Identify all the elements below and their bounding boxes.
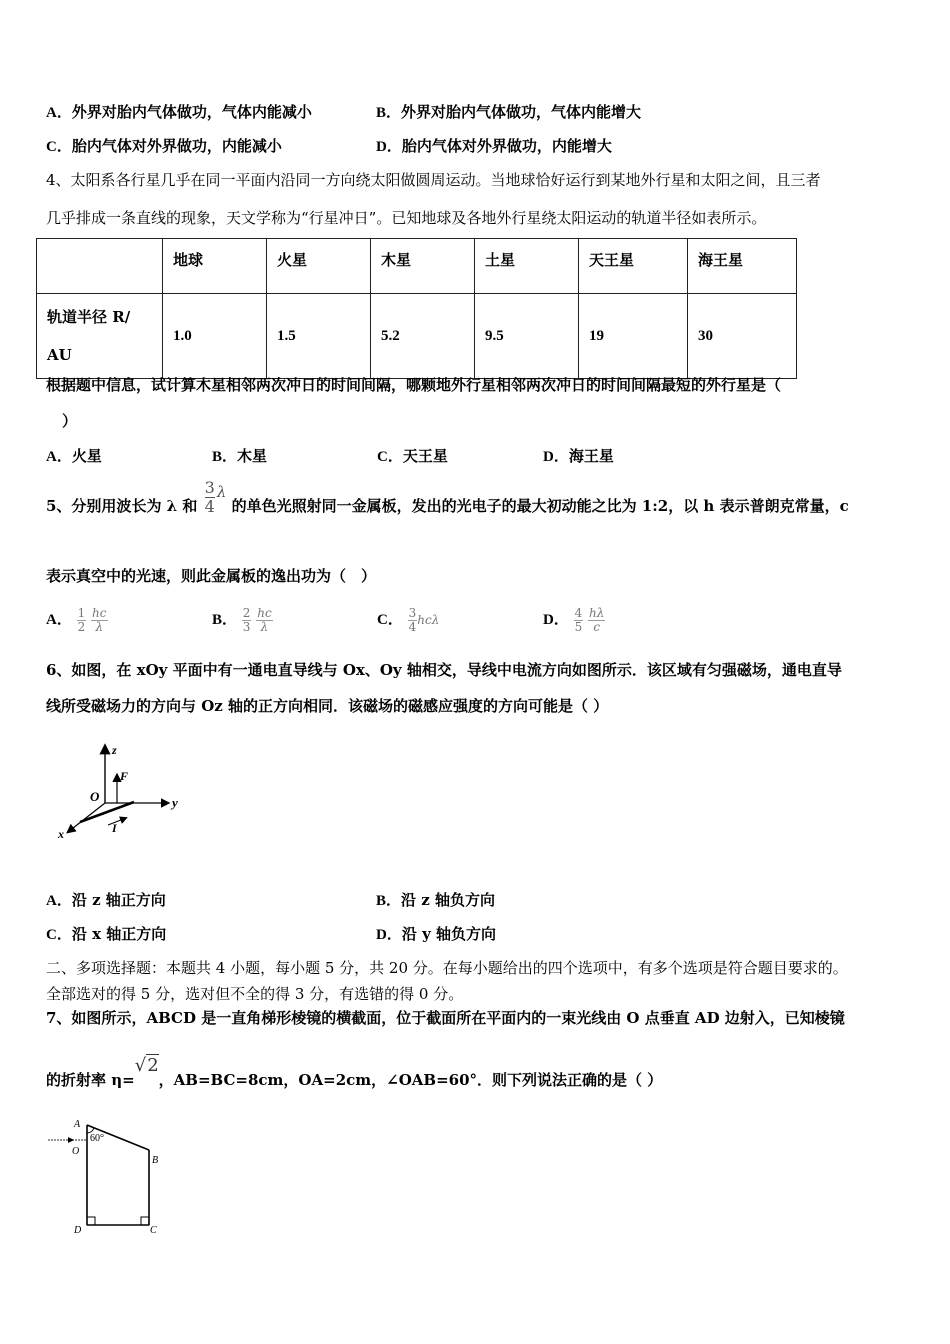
section2-instructions-line2: 全部选对的得 5 分，选对但不全的得 3 分，有选错的得 0 分。 (46, 985, 464, 1003)
option-key: D． (376, 927, 402, 943)
x-label: x (58, 827, 64, 841)
angle-label: 60° (90, 1133, 104, 1144)
q3-option-b (376, 102, 641, 123)
q3-option-d (376, 136, 612, 157)
table-header-row (37, 239, 797, 294)
row-label-line1: 轨道半径 R/ (47, 308, 131, 326)
table-header-cell: 土星 (475, 239, 579, 294)
q4-question-line2: ） (62, 412, 78, 430)
option-key: B． (376, 893, 402, 909)
q5-option-b (212, 604, 273, 635)
q6-option-a (46, 890, 166, 911)
option-key: C． (46, 139, 72, 155)
coef-fraction: $\frac{1}{2}$ (77, 605, 86, 634)
option-key: D． (543, 612, 569, 628)
q5-stem-post: 的单色光照射同一金属板，发出的光电子的最大初动能之比为 1:2，以 h 表示普朗克常量，c (231, 497, 849, 515)
q6-stem-line1: 6、如图，在 xOy 平面中有一通电直导线与 Ox、Oy 轴相交，导线中电流方向如图所示．该区域有匀强磁场，通电直导 (46, 661, 842, 679)
q5-option-d (543, 604, 605, 635)
option-text: 胎内气体对外界做功，内能减小 (71, 137, 282, 155)
expr-fraction: $\frac{h\lambda}{c}$ (589, 605, 605, 634)
q3-option-c (46, 136, 282, 157)
option-key: C． (377, 449, 403, 465)
table-header-cell: 火星 (267, 239, 371, 294)
table-header-cell: 地球 (163, 239, 267, 294)
option-key: A． (46, 893, 72, 909)
q4-stem-line1: 4、太阳系各行星几乎在同一平面内沿同一方向绕太阳做圆周运动。当地球恰好运行到某地外行星和太阳之间，且三者 (46, 171, 821, 189)
y-label: y (172, 795, 178, 810)
point-o-label: O (72, 1146, 80, 1157)
origin-label: O (90, 789, 100, 804)
q5-option-a (46, 604, 108, 635)
table-row-label (37, 294, 163, 379)
option-text: 外界对胎内气体做功，气体内能减小 (71, 103, 312, 121)
option-text: 沿 y 轴负方向 (401, 925, 497, 943)
row-label-line2: AU (47, 346, 72, 364)
expr-fraction: $\frac{hc}{\lambda}$ (257, 605, 272, 634)
table-header-cell: 木星 (371, 239, 475, 294)
q7-stem-line1: 7、如图所示，ABCD 是一直角梯形棱镜的横截面，位于截面所在平面内的一束光线由 O 点垂直 AD 边射入，已知棱镜 (46, 1009, 845, 1027)
option-key: A． (46, 612, 72, 628)
expr: hcλ (417, 613, 440, 627)
option-key: A． (46, 105, 72, 121)
section2-instructions-line1: 二、多项选择题：本题共 4 小题，每小题 5 分，共 20 分。在每小题给出的四个选项中，有多个选项是符合题目要求的。 (46, 959, 848, 977)
trapezoid-prism-figure (44, 1115, 169, 1237)
coef-fraction: $\frac{2}{3}$ (242, 605, 251, 634)
q4-question-line1: 根据题中信息，试计算木星相邻两次冲日的时间间隔，哪颗地外行星相邻两次冲日的时间间隔最短的外行星是（ (46, 376, 782, 394)
q6-option-b (376, 890, 495, 911)
q5-fraction (205, 479, 215, 516)
z-label: z (112, 743, 117, 757)
table-row (37, 294, 797, 379)
vertex-b-label: B (152, 1155, 159, 1166)
coef-fraction: $\frac{3}{4}$ (408, 605, 417, 634)
q3-option-a (46, 102, 312, 123)
table-cell: 19 (579, 294, 688, 379)
q5-stem-line2: 表示真空中的光速，则此金属板的逸出功为（ ） (46, 567, 377, 585)
table-header-cell: 天王星 (579, 239, 688, 294)
q7-stem-post: ，AB=BC=8cm，OA=2cm，∠OAB=60°．则下列说法正确的是（ ） (158, 1071, 663, 1089)
option-key: B． (376, 105, 402, 121)
frac-numerator: 3 (204, 477, 215, 497)
table-cell: 1.5 (267, 294, 371, 379)
q6-option-d (376, 924, 496, 945)
option-text: 火星 (71, 447, 102, 465)
q4-option-a (46, 446, 102, 467)
q4-option-d (543, 446, 614, 467)
table-header-cell (37, 239, 163, 294)
sqrt-expression: √2 (134, 1055, 159, 1076)
q4-option-b (212, 446, 267, 467)
option-text: 外界对胎内气体做功，气体内能增大 (401, 103, 642, 121)
option-text: 木星 (237, 447, 268, 465)
q4-stem-line2: 几乎排成一条直线的现象，天文学称为“行星冲日”。已知地球及各地外行星绕太阳运动的轨道半径如表所示。 (46, 209, 767, 227)
table-header-cell: 海王星 (688, 239, 797, 294)
q7-stem-pre: 的折射率 η= (46, 1071, 135, 1089)
table-cell: 30 (688, 294, 797, 379)
frac-denominator: 4 (204, 496, 215, 516)
coef-fraction: $\frac{4}{5}$ (574, 605, 583, 634)
option-key: B． (212, 612, 238, 628)
option-text: 海王星 (568, 447, 614, 465)
q6-stem-line2: 线所受磁场力的方向与 Oz 轴的正方向相同．该磁场的磁感应强度的方向可能是（ ） (46, 697, 609, 715)
table-cell: 9.5 (475, 294, 579, 379)
q7-stem-line2 (46, 1055, 663, 1098)
q4-option-c (377, 446, 448, 467)
option-text: 天王星 (402, 447, 448, 465)
q5-stem-line1 (46, 477, 849, 528)
table-cell: 1.0 (163, 294, 267, 379)
force-label: F (120, 769, 129, 783)
current-label: I (112, 821, 117, 835)
q5-stem-pre: 5、分别用波长为 λ 和 (46, 497, 198, 515)
option-key: C． (46, 927, 72, 943)
coordinate-axes-figure (50, 738, 190, 843)
option-key: C． (377, 612, 403, 628)
q6-option-c (46, 924, 166, 945)
vertex-c-label: C (150, 1225, 157, 1236)
option-text: 沿 z 轴正方向 (71, 891, 166, 909)
frac-variable: λ (216, 483, 227, 501)
option-text: 沿 x 轴正方向 (71, 925, 167, 943)
option-key: B． (212, 449, 238, 465)
vertex-a-label: A (74, 1119, 81, 1130)
option-text: 沿 z 轴负方向 (401, 891, 495, 909)
option-key: A． (46, 449, 72, 465)
vertex-d-label: D (74, 1225, 82, 1236)
option-text: 胎内气体对外界做功，内能增大 (401, 137, 612, 155)
option-key: D． (376, 139, 402, 155)
orbit-radius-table (36, 238, 797, 379)
q5-option-c (377, 604, 439, 635)
expr-fraction: $\frac{hc}{\lambda}$ (92, 605, 107, 634)
option-key: D． (543, 449, 569, 465)
table-cell: 5.2 (371, 294, 475, 379)
